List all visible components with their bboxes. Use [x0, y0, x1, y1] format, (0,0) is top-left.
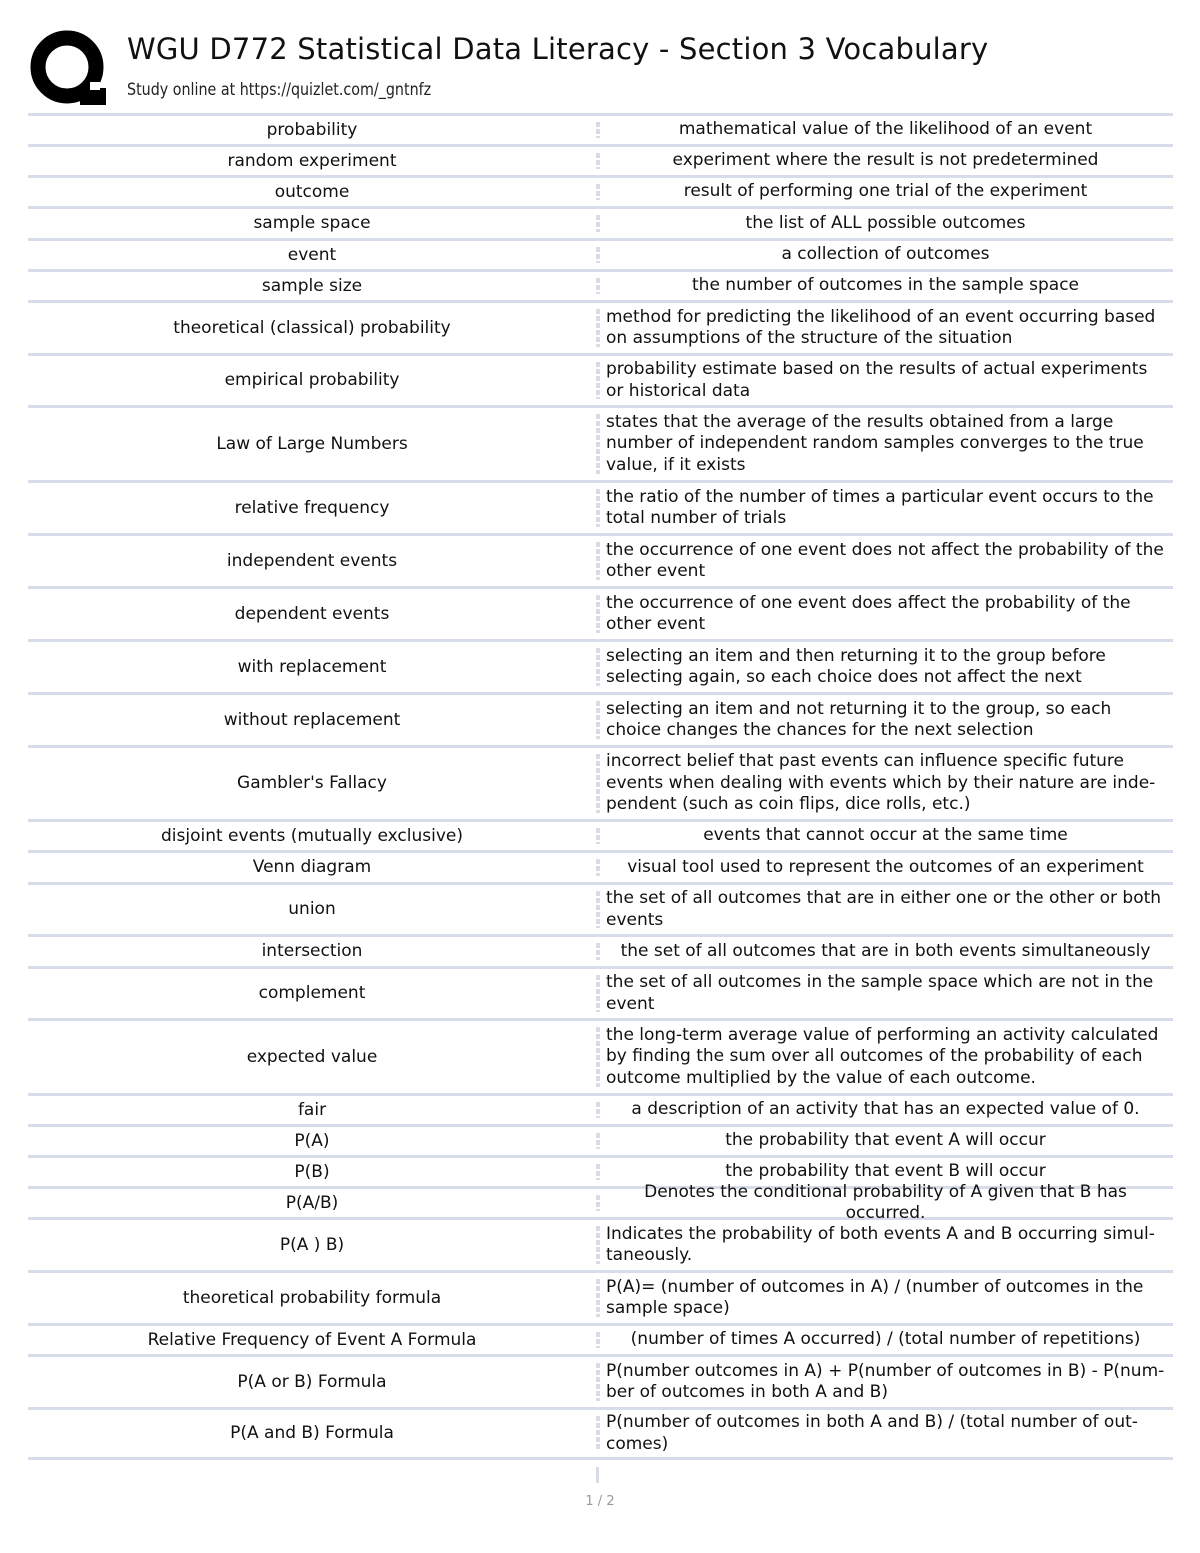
definition-cell: the set of all outcomes that are in both events simultaneously: [620, 940, 1151, 961]
table-row: [28, 300, 1173, 353]
table-row: [28, 533, 1173, 586]
table-row: [28, 113, 1173, 144]
term-cell: theoretical (classical) probability: [173, 317, 451, 338]
term-cell: without replacement: [223, 709, 401, 730]
page-header: [30, 28, 1180, 110]
term-cell: probability: [266, 119, 358, 140]
table-row: [28, 639, 1173, 692]
definition-cell: the probability that event B will occur: [725, 1161, 1046, 1182]
table-row: [28, 1407, 1173, 1460]
table-row: [28, 480, 1173, 533]
table-row: [28, 405, 1173, 480]
term-cell: intersection: [261, 941, 363, 961]
term-cell: empirical probability: [224, 370, 400, 390]
table-row: [28, 966, 1173, 1018]
definition-cell: selecting an item and then returning it to the group before selecting again, so each choice does not affect the next: [606, 645, 1106, 687]
term-cell: random experiment: [227, 150, 397, 171]
table-row: [28, 1217, 1173, 1270]
definition-cell: Denotes the conditional probability of A given that B has occurred.: [644, 1181, 1127, 1223]
term-cell: disjoint events (mutually exclusive): [161, 825, 463, 846]
term-cell: event: [287, 244, 337, 265]
definition-cell: the number of outcomes in the sample space: [692, 275, 1079, 296]
term-cell: relative frequency: [234, 497, 390, 518]
table-row: [28, 269, 1173, 300]
term-cell: union: [288, 899, 336, 919]
term-cell: independent events: [226, 550, 398, 571]
definition-cell: (number of times A occurred) / (total number of repetitions): [630, 1329, 1141, 1350]
term-cell: complement: [258, 983, 366, 1003]
term-cell: outcome: [274, 181, 350, 202]
term-cell: P(A or B) Formula: [237, 1371, 387, 1392]
column-divider-tail: [596, 1467, 599, 1483]
quizlet-q-logo-icon: [30, 30, 108, 108]
table-row: [28, 206, 1173, 238]
term-cell: with replacement: [237, 656, 387, 677]
definition-cell: P(number outcomes in A) + P(number of outcomes in B) - P(num-ber of outcomes in both A and B): [606, 1360, 1165, 1402]
definition-cell: a description of an activity that has an expected value of 0.: [631, 1099, 1140, 1120]
definition-cell: Indicates the probability of both events A and B occurring simul-taneously.: [606, 1223, 1155, 1265]
term-cell: expected value: [246, 1046, 378, 1067]
table-row: [28, 1270, 1173, 1323]
definition-cell: the set of all outcomes in the sample space which are not in the event: [606, 972, 1154, 1014]
definition-cell: P(number of outcomes in both A and B) / (total number of out-comes): [606, 1412, 1138, 1454]
table-row: [28, 353, 1173, 405]
definition-cell: events that cannot occur at the same time: [703, 825, 1068, 846]
table-row: [28, 819, 1173, 850]
table-row: [28, 692, 1173, 745]
table-row: [28, 1323, 1173, 1354]
term-cell: P(A/B): [285, 1192, 339, 1213]
table-row: [28, 1093, 1173, 1124]
definition-cell: the set of all outcomes that are in either one or the other or both events: [606, 888, 1162, 930]
table-row: [28, 1181, 1173, 1223]
table-row: [28, 934, 1173, 966]
definition-cell: a collection of outcomes: [781, 244, 990, 265]
term-cell: Law of Large Numbers: [216, 433, 408, 454]
term-cell: Relative Frequency of Event A Formula: [147, 1329, 477, 1350]
table-row: [28, 1018, 1173, 1093]
definition-cell: the list of ALL possible outcomes: [745, 212, 1026, 233]
table-row: [28, 850, 1173, 882]
definition-cell: selecting an item and not returning it to the group, so each choice changes the chances for the next selection: [606, 698, 1112, 740]
table-row: [28, 586, 1173, 639]
term-cell: sample size: [261, 275, 363, 296]
definition-cell: the occurrence of one event does not affect the probability of the other event: [606, 539, 1164, 581]
term-cell: Gambler's Fallacy: [237, 773, 387, 793]
definition-cell: mathematical value of the likelihood of an event: [678, 119, 1093, 140]
study-online-link[interactable]: Study online at https://quizlet.com/_gntnfz: [127, 80, 432, 100]
definition-cell: visual tool used to represent the outcomes of an experiment: [627, 856, 1144, 877]
definition-cell: incorrect belief that past events can influence specific future events when dealing with events which by their nature are inde-pendent (such as coin flips, dice rolls, etc.): [606, 751, 1156, 815]
table-row: [28, 238, 1173, 269]
definition-cell: states that the average of the results obtained from a large number of independent random samples converges to the true value, if it exists: [606, 411, 1144, 475]
table-row: [28, 1124, 1173, 1155]
table-row: [28, 1354, 1173, 1407]
definition-cell: probability estimate based on the results of actual experiments or historical data: [606, 359, 1148, 401]
table-row: [28, 745, 1173, 819]
term-cell: fair: [297, 1099, 327, 1120]
definition-cell: the probability that event A will occur: [725, 1130, 1046, 1151]
definition-cell: the ratio of the number of times a particular event occurs to the total number of trials: [606, 486, 1154, 528]
table-row: [28, 882, 1173, 934]
term-cell: Venn diagram: [252, 857, 372, 877]
page-title: WGU D772 Statistical Data Literacy - Section 3 Vocabulary: [127, 32, 989, 66]
term-cell: P(B): [294, 1161, 330, 1182]
table-row: [28, 144, 1173, 175]
definition-cell: experiment where the result is not predetermined: [672, 150, 1099, 171]
term-cell: theoretical probability formula: [182, 1287, 442, 1308]
term-cell: sample space: [253, 213, 371, 233]
definition-cell: method for predicting the likelihood of an event occurring based on assumptions of the structure of the situation: [606, 306, 1156, 348]
definition-cell: P(A)= (number of outcomes in A) / (number of outcomes in the sample space): [606, 1276, 1144, 1318]
term-cell: P(A ) B): [279, 1234, 345, 1255]
term-cell: dependent events: [234, 603, 390, 624]
definition-cell: the long-term average value of performing an activity calculated by finding the sum over all outcomes of the probability of each outcome multiplied by the value of each outcome.: [606, 1024, 1159, 1088]
definition-cell: result of performing one trial of the experiment: [683, 181, 1088, 202]
vocabulary-table: [28, 113, 1173, 1460]
term-cell: P(A and B) Formula: [230, 1423, 394, 1443]
definition-cell: the occurrence of one event does affect the probability of the other event: [606, 592, 1131, 634]
page-number: 1 / 2: [585, 1494, 615, 1509]
table-row: [28, 175, 1173, 206]
term-cell: P(A): [294, 1130, 330, 1151]
